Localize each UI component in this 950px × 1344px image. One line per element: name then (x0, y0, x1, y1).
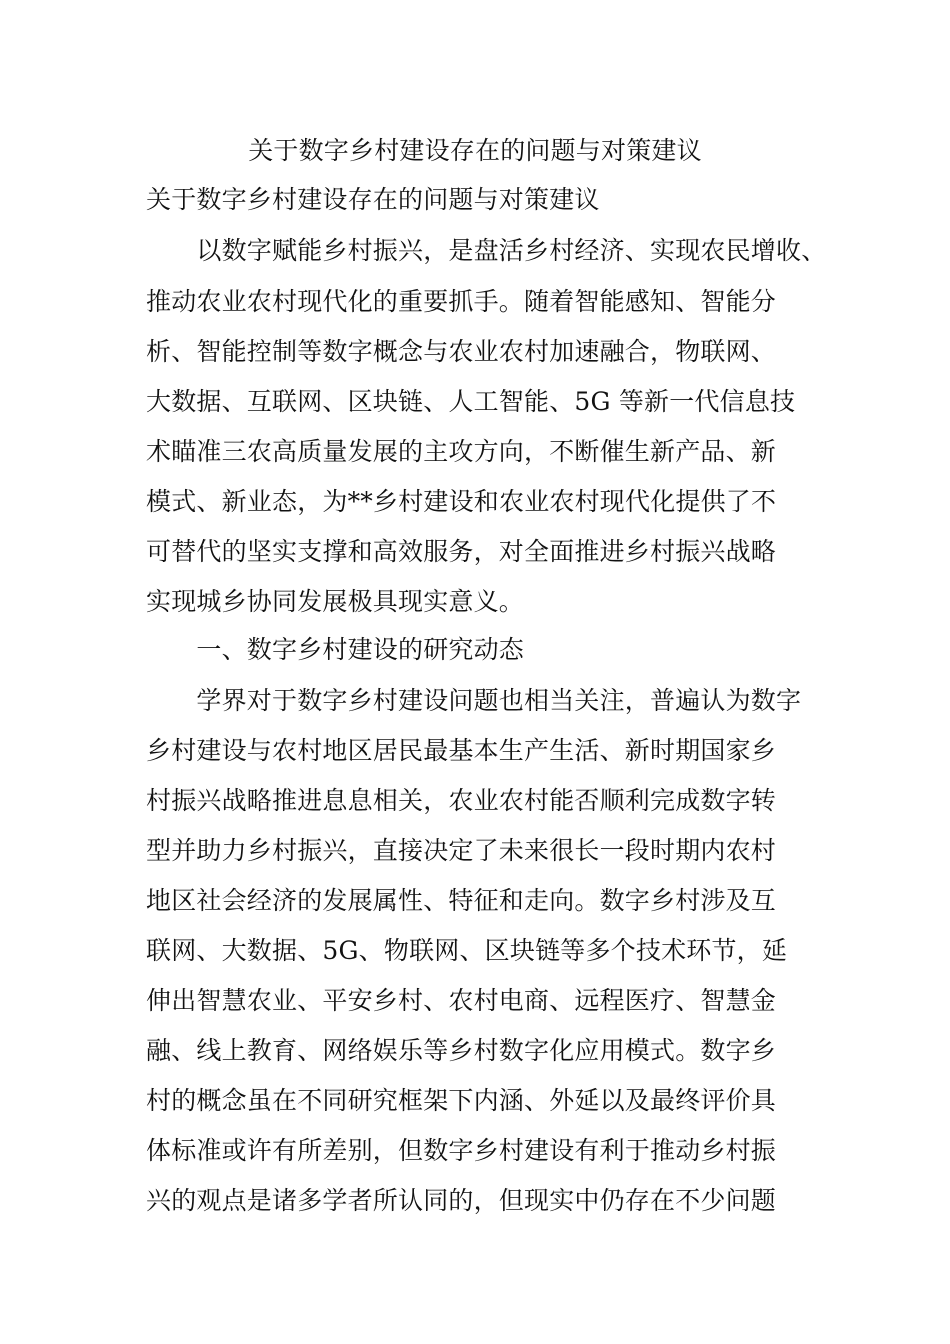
text-line: 可替代的坚实支撑和高效服务，对全面推进乡村振兴战略 (146, 537, 777, 566)
text-line: 析、智能控制等数字概念与农业农村加速融合，物联网、 (146, 337, 777, 366)
text-line: 型并助力乡村振兴，直接决定了未来很长一段时期内农村 (146, 836, 777, 865)
text-line: 术瞄准三农高质量发展的主攻方向，不断催生新产品、新 (146, 437, 777, 466)
text-line: 联网、大数据、5G、物联网、区块链等多个技术环节，延 (146, 936, 788, 965)
text-line: 兴的观点是诸多学者所认同的，但现实中仍存在不少问题 (146, 1186, 777, 1215)
text-line: 以数字赋能乡村振兴，是盘活乡村经济、实现农民增收、 (146, 236, 827, 265)
section-heading: 一、数字乡村建设的研究动态 (146, 635, 525, 664)
document-title: 关于数字乡村建设存在的问题与对策建议 (248, 136, 702, 165)
text-line: 伸出智慧农业、平安乡村、农村电商、远程医疗、智慧金 (146, 986, 777, 1015)
text-line: 村振兴战略推进息息相关，农业农村能否顺利完成数字转 (146, 786, 777, 815)
text-line: 实现城乡协同发展极具现实意义。 (146, 587, 525, 616)
text-line: 关于数字乡村建设存在的问题与对策建议 (146, 185, 600, 214)
text-line: 乡村建设与农村地区居民最基本生产生活、新时期国家乡 (146, 736, 777, 765)
text-line: 模式、新业态，为**乡村建设和农业农村现代化提供了不 (146, 487, 777, 516)
text-line: 大数据、互联网、区块链、人工智能、5G 等新一代信息技 (146, 387, 796, 416)
text-line: 体标准或许有所差别，但数字乡村建设有利于推动乡村振 (146, 1136, 777, 1165)
text-line: 地区社会经济的发展属性、特征和走向。数字乡村涉及互 (146, 886, 777, 915)
text-line: 学界对于数字乡村建设问题也相当关注，普遍认为数字 (146, 686, 802, 715)
text-line: 村的概念虽在不同研究框架下内涵、外延以及最终评价具 (146, 1086, 777, 1115)
text-line: 推动农业农村现代化的重要抓手。随着智能感知、智能分 (146, 287, 777, 316)
text-line: 融、线上教育、网络娱乐等乡村数字化应用模式。数字乡 (146, 1036, 777, 1065)
